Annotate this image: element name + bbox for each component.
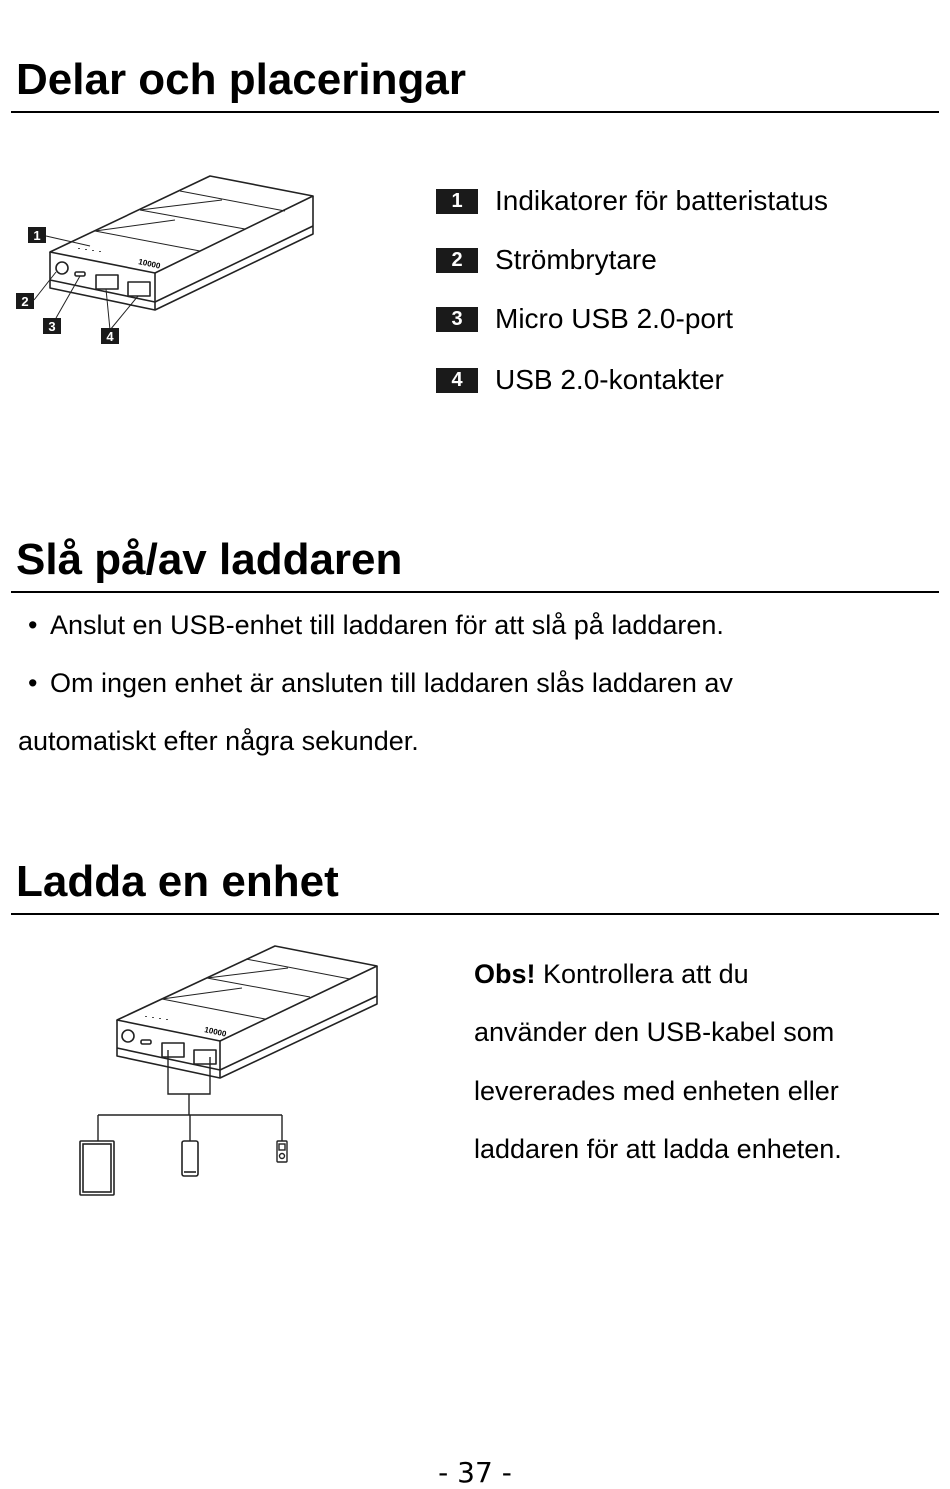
bullet-text: Anslut en USB-enhet till laddaren för att slå på laddaren. (50, 610, 724, 640)
device-print-text: 10000 (137, 257, 162, 271)
note-line: levererades med enheten eller (474, 1076, 839, 1106)
bullet-item (28, 609, 724, 641)
callout-1: 1 (33, 228, 41, 243)
media-player-icon (277, 1141, 287, 1162)
note-line: laddaren för att ladda enheten. (474, 1134, 842, 1164)
bullet-dot: • (28, 668, 38, 698)
phone-icon (182, 1141, 198, 1176)
legend-label: Strömbrytare (495, 244, 657, 275)
callout-2: 2 (21, 294, 29, 309)
note-bold-label: Obs! (474, 959, 536, 989)
tablet-icon (80, 1141, 114, 1195)
section-rule (11, 591, 939, 593)
bullet-continuation: automatiskt efter några sekunder. (18, 726, 419, 756)
callout-3: 3 (48, 319, 56, 334)
legend-label: USB 2.0-kontakter (495, 364, 724, 395)
callout-4: 4 (106, 329, 114, 344)
note-line: använder den USB-kabel som (474, 1017, 835, 1047)
section-rule (11, 111, 939, 113)
section-title-charge: Ladda en enhet (16, 857, 339, 906)
bullet-dot: • (28, 610, 38, 640)
legend-number-badge: 2 (436, 248, 478, 273)
page-number: - 37 - (438, 1456, 512, 1489)
legend-label: Indikatorer för batteristatus (495, 185, 829, 216)
note-line (474, 958, 749, 990)
note-text: Kontrollera att du (535, 959, 749, 989)
legend-number-badge: 1 (436, 189, 478, 214)
legend-item (436, 363, 724, 397)
legend-label: Micro USB 2.0-port (495, 303, 734, 334)
legend-item (436, 302, 733, 336)
section-title-parts: Delar och placeringar (16, 55, 466, 104)
device-print-text: 10000 (203, 1025, 228, 1039)
legend-number-badge: 3 (436, 307, 478, 332)
bullet-item (28, 667, 733, 699)
powerbank-parts-figure (0, 160, 330, 360)
legend-item (436, 184, 828, 218)
bullet-text: Om ingen enhet är ansluten till laddaren slås laddaren av (50, 668, 733, 698)
legend-number-badge: 4 (436, 368, 478, 393)
legend-item (436, 243, 657, 277)
charging-figure (70, 940, 390, 1205)
section-title-power: Slå på/av laddaren (16, 535, 403, 584)
section-rule (11, 913, 939, 915)
